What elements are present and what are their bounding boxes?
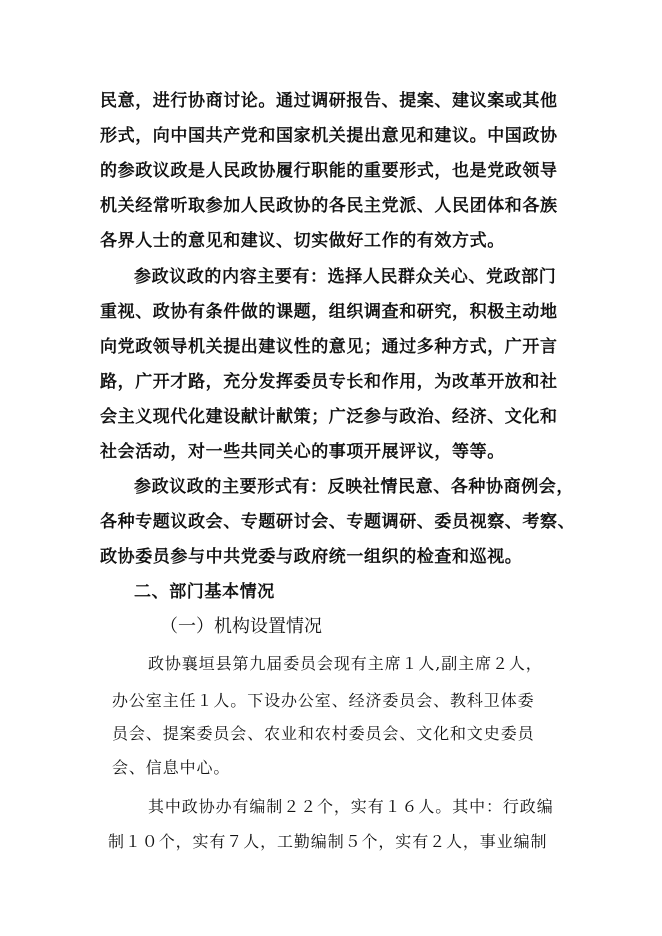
paragraph-line: 员会、提案委员会、农业和农村委员会、文化和文史委员 [112, 724, 535, 743]
paragraph-line: 办公室主任１人。下设办公室、经济委员会、教科卫体委 [112, 691, 535, 710]
paragraph-line: 政协襄垣县第九届委员会现有主席１人,副主席２人， [148, 654, 543, 673]
paragraph-line: 参政议政的内容主要有：选择人民群众关心、党政部门 [134, 267, 557, 287]
paragraph-line: 民意，进行协商讨论。通过调研报告、提案、建议案或其他 [100, 91, 558, 111]
paragraph-line: 社会活动，对一些共同关心的事项开展评议，等等。 [100, 442, 505, 462]
paragraph-line: 各种专题议政会、专题研讨会、专题调研、委员视察、考察、 [100, 512, 576, 532]
subsection-heading: （一）机构设置情况 [160, 616, 322, 637]
paragraph-line: 会主义现代化建设献计献策；广泛参与政治、经济、文化和 [100, 407, 558, 427]
paragraph-line: 参政议政的主要形式有：反映社情民意、各种协商例会， [134, 477, 574, 497]
paragraph-line: 制１０个，实有７人，工勤编制５个，实有２人，事业编制 [108, 832, 548, 851]
paragraph-line: 其中政协办有编制２２个，实有１６人。其中：行政编 [148, 797, 554, 816]
paragraph-line: 路，广开才路，充分发挥委员专长和作用，为改革开放和社 [100, 372, 558, 392]
paragraph-line: 政协委员参与中共党委与政府统一组织的检查和巡视。 [100, 547, 523, 567]
paragraph-line: 向党政领导机关提出建议性的意见；通过多种方式，广开言 [100, 337, 558, 357]
paragraph-line: 重视、政协有条件做的课题，组织调查和研究，积极主动地 [100, 302, 558, 322]
paragraph-line: 的参政议政是人民政协履行职能的重要形式，也是党政领导 [100, 161, 558, 181]
paragraph-line: 形式，向中国共产党和国家机关提出意见和建议。中国政协 [100, 126, 558, 146]
paragraph-line: 机关经常听取参加人民政协的各民主党派、人民团体和各族 [100, 196, 558, 216]
section-heading: 二、部门基本情况 [134, 582, 275, 602]
paragraph-line: 各界人士的意见和建议、切实做好工作的有效方式。 [100, 231, 505, 251]
paragraph-line: 会、信息中心。 [112, 758, 231, 777]
